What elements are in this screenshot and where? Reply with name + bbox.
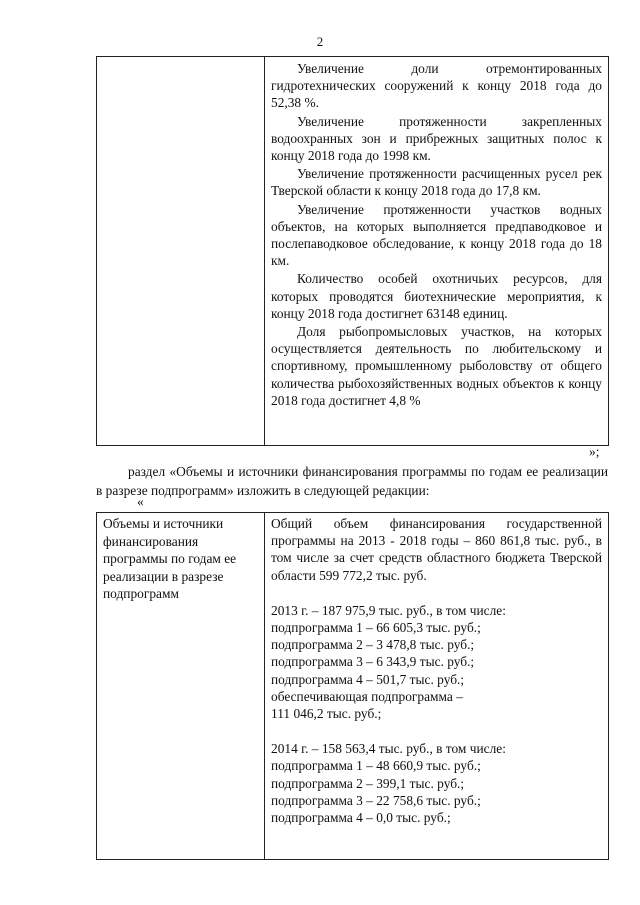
year-block-2013 — [271, 602, 602, 722]
indicator-paragraph: Доля рыбопромысловых участков, на которых осуществляется деятельность по любительскому и спортивному, промышленному рыболовству от общего количества рыбохозяйственных водных объектов к концу 2018 года достигнет 4,8 % — [271, 324, 602, 408]
funding-line: подпрограмма 1 – 66 605,3 тыс. руб.; — [271, 620, 481, 636]
funding-line: 111 046,2 тыс. руб.; — [271, 706, 382, 722]
indicator-paragraph: Увеличение протяженности участков водных объектов, на которых выполняется предпаводковое и послепаводковое обследование, к концу 2018 года до 18 км. — [271, 201, 602, 269]
year-block-2014 — [271, 740, 602, 826]
indicators-cell — [265, 57, 609, 446]
funding-line: подпрограмма 4 – 0,0 тыс. руб.; — [271, 810, 451, 826]
funding-line: подпрограмма 2 – 3 478,8 тыс. руб.; — [271, 637, 475, 653]
funding-line: подпрограмма 2 – 399,1 тыс. руб.; — [271, 775, 465, 791]
funding-label-cell — [97, 513, 265, 860]
indicators-table — [96, 56, 609, 446]
funding-line: подпрограмма 4 – 501,7 тыс. руб.; — [271, 671, 465, 687]
funding-line: 2013 г. – 187 975,9 тыс. руб., в том числе: — [271, 602, 506, 618]
funding-line: подпрограмма 3 – 22 758,6 тыс. руб.; — [271, 792, 481, 808]
funding-line: подпрограмма 3 – 6 343,9 тыс. руб.; — [271, 654, 475, 670]
empty-label-cell — [97, 57, 265, 446]
page-number: 2 — [316, 34, 324, 49]
indicator-paragraph: Увеличение доли отремонтированных гидротехнических сооружений к концу 2018 года до 52,38 %. — [271, 61, 602, 111]
opening-quote-mark: « — [137, 494, 144, 509]
funding-line: обеспечивающая подпрограмма – — [271, 688, 463, 704]
funding-line: 2014 г. – 158 563,4 тыс. руб., в том числе: — [271, 741, 506, 757]
indicator-paragraph: Увеличение протяженности расчищенных русел рек Тверской области к концу 2018 года до 17,8 км. — [271, 166, 602, 199]
indicator-paragraph: Количество особей охотничьих ресурсов, для которых проводятся биотехнические мероприятия, к концу 2018 года достигнет 63148 единиц. — [271, 271, 602, 321]
funding-details-cell — [265, 513, 609, 860]
closing-quote-mark: »; — [589, 444, 600, 459]
amendment-text: раздел «Объемы и источники финансирования программы по годам ее реализации в разрезе подпрограмм» изложить в следующей редакции: — [96, 464, 608, 498]
table-row — [97, 513, 609, 860]
funding-label: Объемы и источники финансирования программы по годам ее реализации в разрезе подпрограмм — [103, 516, 237, 602]
funding-table — [96, 512, 609, 860]
funding-line: подпрограмма 1 – 48 660,9 тыс. руб.; — [271, 758, 481, 774]
funding-summary: Общий объем финансирования государственной программы на 2013 - 2018 годы – 860 861,8 тыс. руб., в том числе за счет средств областного бюджета Тверской области 599 772,2 тыс. руб. — [271, 516, 602, 583]
table-row — [97, 57, 609, 446]
indicator-paragraph: Увеличение протяженности закрепленных водоохранных зон и прибрежных защитных полос к концу 2018 года до 1998 км. — [271, 113, 602, 164]
